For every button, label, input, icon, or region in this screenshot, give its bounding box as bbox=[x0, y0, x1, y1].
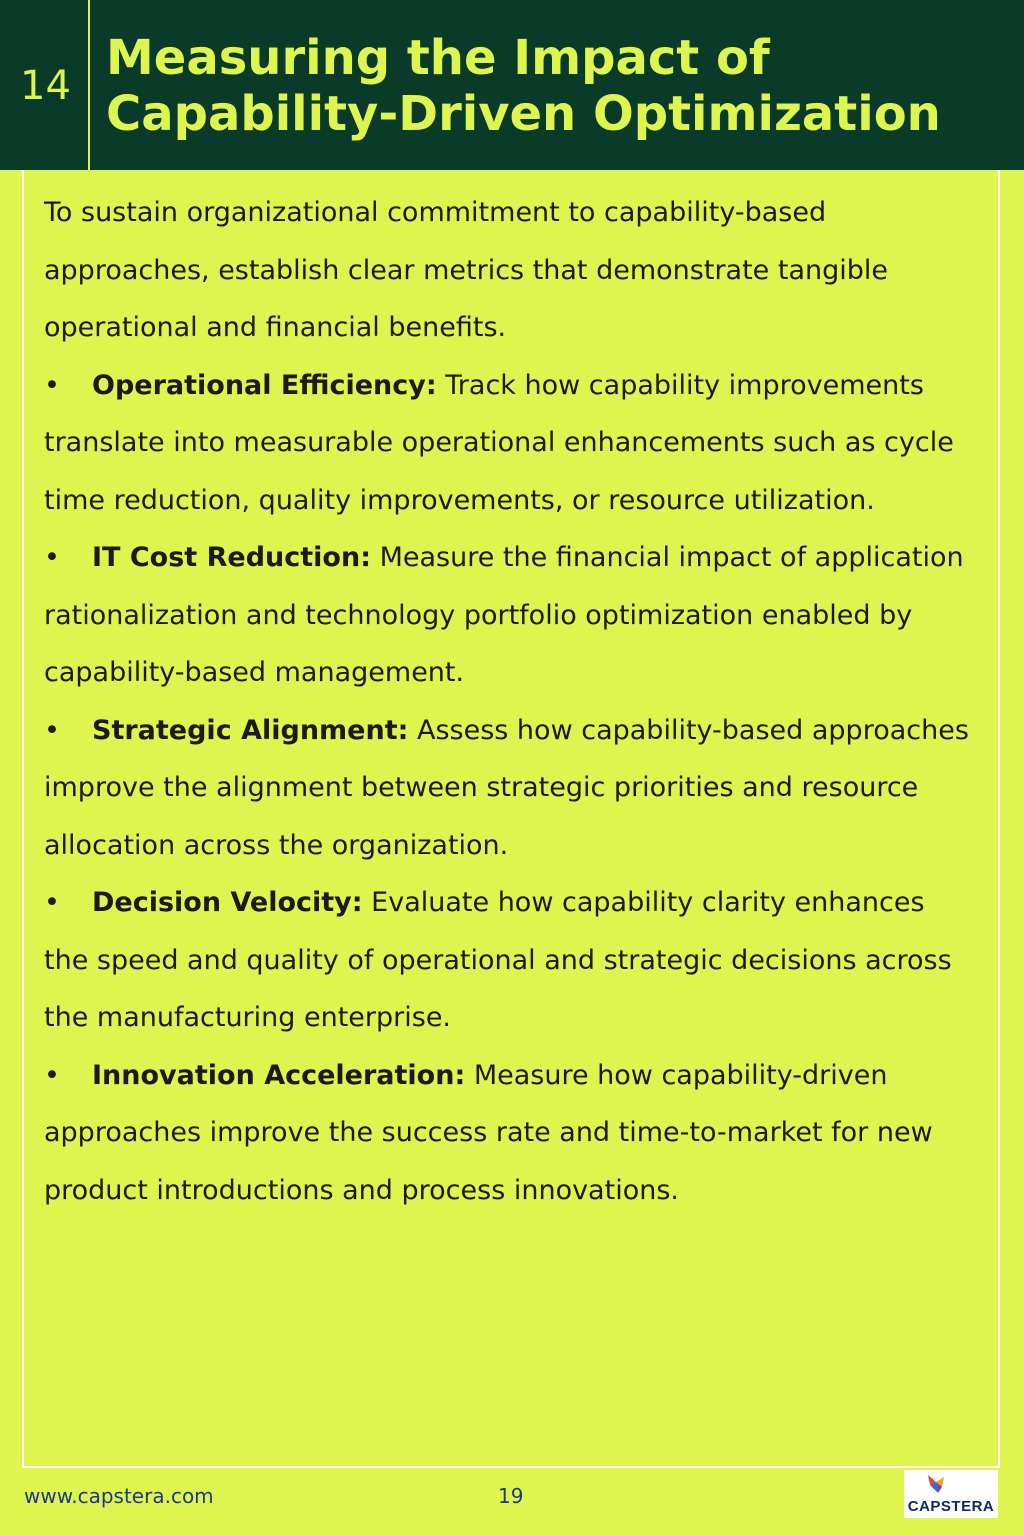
bullet-heading: IT Cost Reduction: bbox=[92, 542, 371, 573]
bullet-icon: • bbox=[44, 714, 60, 746]
bullet-icon: • bbox=[44, 887, 60, 918]
bullet-text: Track how capability improvements translate into measurable operational enhancements such as cycle time reduction, quality improvements, or resource utilization. bbox=[44, 369, 954, 516]
bullet-heading: Operational Efficiency: bbox=[92, 369, 437, 401]
header-divider bbox=[88, 0, 90, 170]
bullet-text: Assess how capability-based approaches improve the alignment between strategic priorities and resource allocation across the organization. bbox=[44, 714, 969, 861]
intro-paragraph: To sustain organizational commitment to capability-based approaches, establish clear metrics that demonstrate tangible operational and financial benefits. bbox=[44, 197, 889, 343]
bullet-heading: Innovation Acceleration: bbox=[92, 1059, 466, 1091]
bullet-icon: • bbox=[44, 542, 60, 573]
bullet-icon: • bbox=[44, 369, 60, 401]
footer-website-link[interactable]: www.capstera.com bbox=[24, 1484, 214, 1508]
bullet-item bbox=[44, 357, 974, 530]
page-title bbox=[106, 30, 1006, 142]
bullet-text: Evaluate how capability clarity enhances the speed and quality of operational and strategic decisions across the manufacturing enterprise. bbox=[44, 887, 952, 1033]
bullet-text: Measure the financial impact of application rationalization and technology portfolio optimization enabled by capability-based management. bbox=[44, 542, 964, 688]
bullet-item bbox=[44, 529, 974, 702]
body-content bbox=[44, 184, 974, 1219]
bullet-item bbox=[44, 874, 974, 1047]
logo-text: CAPSTERA bbox=[907, 1498, 995, 1515]
title-line-1: Measuring the Impact of bbox=[106, 30, 770, 86]
bullet-item bbox=[44, 1047, 974, 1220]
page-header bbox=[0, 0, 1024, 170]
bullet-text: Measure how capability-driven approaches improve the success rate and time-to-market for new product introductions and process innovations. bbox=[44, 1059, 933, 1206]
capstera-logo-icon bbox=[926, 1473, 946, 1495]
section-number: 14 bbox=[20, 63, 71, 109]
bullet-heading: Decision Velocity: bbox=[92, 887, 363, 918]
bullet-icon: • bbox=[44, 1059, 60, 1091]
page-number: 19 bbox=[498, 1484, 524, 1508]
bullet-heading: Strategic Alignment: bbox=[92, 714, 409, 746]
capstera-logo bbox=[904, 1470, 998, 1518]
title-line-2: Capability-Driven Optimization bbox=[106, 86, 941, 142]
bullet-item bbox=[44, 702, 974, 875]
